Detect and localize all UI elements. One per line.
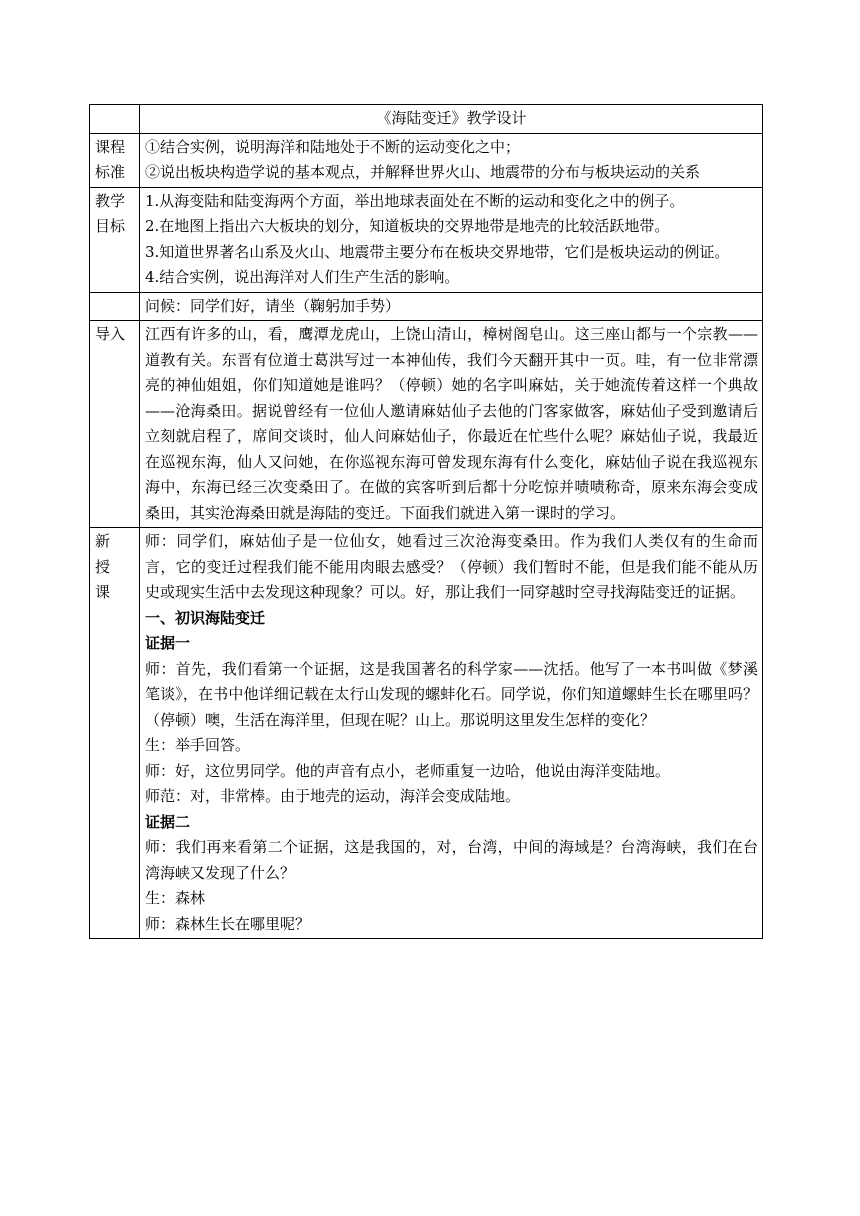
document-title: 《海陆变迁》教学设计	[140, 105, 763, 134]
title-label-cell	[90, 105, 140, 134]
standard-label-line1: 课程	[95, 137, 126, 156]
new-lesson-paragraph-2: 师：首先，我们看第一个证据，这是我国著名的科学家——沈括。他写了一本书叫做《梦溪笔谈》，在书中他详细记载在太行山发现的螺蚌化石。同学说，你们知道螺蚌生长在哪里吗？（停顿）噢，生活在海洋里，但现在呢？山上。那说明这里发生怎样的变化？	[145, 659, 758, 729]
intro-row	[90, 321, 763, 528]
intro-label: 导入	[90, 321, 140, 528]
standard-label	[90, 133, 140, 187]
new-lesson-label-line1: 新 授	[95, 532, 126, 576]
evidence-1-heading: 证据一	[145, 634, 191, 652]
new-lesson-paragraph-7: 生：森林	[145, 889, 206, 907]
new-lesson-paragraph-5: 师范：对，非常棒。由于地壳的运动，海洋会变成陆地。	[145, 787, 521, 805]
greeting-label	[90, 292, 140, 321]
standard-line-2: ②说出板块构造学说的基本观点，并解释世界火山、地震带的分布与板块运动的关系	[145, 163, 701, 181]
standard-label-line2: 标准	[95, 163, 126, 181]
new-lesson-row	[90, 528, 763, 939]
goal-3: 3.知道世界著名山系及火山、地震带主要分布在板块交界地带，它们是板块运动的例证。	[145, 242, 730, 261]
goals-content	[140, 187, 763, 292]
goals-row	[90, 187, 763, 292]
new-lesson-paragraph-3: 生：举手回答。	[145, 736, 251, 754]
new-lesson-content	[140, 528, 763, 939]
goal-1: 1.从海变陆和陆变海两个方面，举出地球表面处在不断的运动和变化之中的例子。	[145, 191, 685, 210]
new-lesson-paragraph-4: 师：好，这位男同学。他的声音有点小，老师重复一边哈，他说由海洋变陆地。	[145, 761, 671, 780]
intro-content: 江西有许多的山，看，鹰潭龙虎山，上饶山清山，樟树阁皂山。这三座山都与一个宗教——道教有关。东晋有位道士葛洪写过一本神仙传，我们今天翻开其中一页。哇，有一位非常漂亮的神仙姐姐，你们知道她是谁吗？（停顿）她的名字叫麻姑，关于她流传着这样一个典故——沧海桑田。据说曾经有一位仙人邀请麻姑仙子去他的门客家做客，麻姑仙子受到邀请后立刻就启程了，席间交谈时，仙人问麻姑仙子，你最近在忙些什么呢？麻姑仙子说，我最近在巡视东海，仙人又问她，在你巡视东海可曾发现东海有什么变化，麻姑仙子说在我巡视东海中，东海已经三次变桑田了。在做的宾客听到后都十分吃惊并啧啧称奇，原来东海会变成桑田，其实沧海桑田就是海陆的变迁。下面我们就进入第一课时的学习。	[140, 321, 763, 528]
goals-label-line1: 教学	[95, 191, 126, 210]
goals-label-line2: 目标	[95, 217, 126, 235]
standard-content	[140, 133, 763, 187]
standard-line-1: ①结合实例，说明海洋和陆地处于不断的运动变化之中；	[145, 137, 521, 156]
new-lesson-paragraph-6: 师：我们再来看第二个证据，这是我国的，对，台湾，中间的海域是？台湾海峡，我们在台湾海峡又发现了什么？	[145, 838, 758, 882]
goal-2: 2.在地图上指出六大板块的划分，知道板块的交界地带是地壳的比较活跃地带。	[145, 217, 670, 235]
greeting-content: 问候：同学们好，请坐（鞠躬加手势）	[140, 292, 763, 321]
new-lesson-label	[90, 528, 140, 939]
section-heading: 一、初识海陆变迁	[145, 608, 266, 627]
new-lesson-paragraph-8: 师：森林生长在哪里呢？	[145, 914, 311, 933]
standard-row	[90, 133, 763, 187]
evidence-2-heading: 证据二	[145, 812, 191, 831]
new-lesson-label-line2: 课	[95, 583, 111, 601]
new-lesson-paragraph-1: 师：同学们，麻姑仙子是一位仙女，她看过三次沧海变桑田。作为我们人类仅有的生命而言，它的变迁过程我们能不能用肉眼去感受？（停顿）我们暂时不能，但是我们能不能从历史或现实生活中去发现这种现象？可以。好，那让我们一同穿越时空寻找海陆变迁的证据。	[145, 532, 758, 601]
goals-label	[90, 187, 140, 292]
title-row	[90, 105, 763, 134]
lesson-plan-table	[89, 104, 763, 939]
goal-4: 4.结合实例，说出海洋对人们生产生活的影响。	[145, 268, 460, 286]
greeting-row	[90, 292, 763, 321]
